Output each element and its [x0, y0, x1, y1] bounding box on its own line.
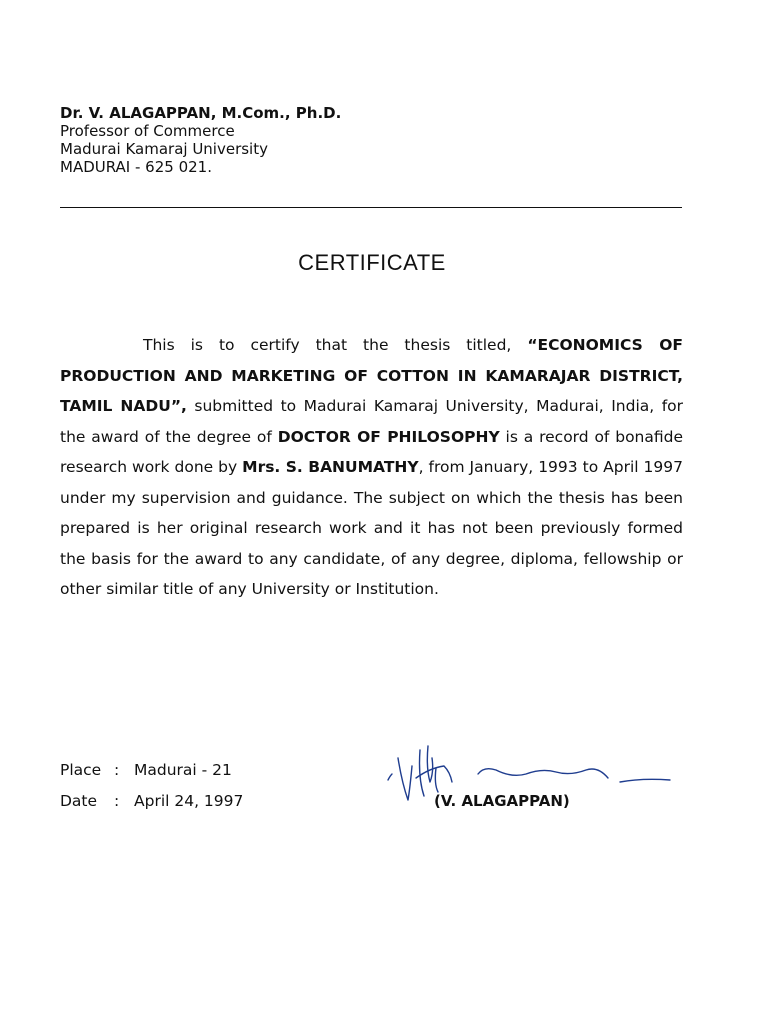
- place-row: [60, 761, 232, 779]
- degree-name: DOCTOR OF PHILOSOPHY: [277, 427, 500, 446]
- place-colon: :: [114, 761, 120, 779]
- date-colon: :: [114, 792, 120, 810]
- thesis-title: “ECONOMICS OF PRODUCTION AND MARKETING OF COTTON IN KAMARAJAR DISTRICT, TAMIL NADU”,: [60, 336, 683, 415]
- body-text-record: is a record of bonafide research work done by: [60, 427, 684, 476]
- author-name: Dr. V. ALAGAPPAN, M.Com., Ph.D.: [60, 104, 342, 122]
- place-value: Madurai - 21: [134, 761, 232, 779]
- certificate-body: [60, 330, 683, 605]
- author-position: Professor of Commerce: [60, 122, 235, 140]
- author-institution: Madurai Kamaraj University: [60, 140, 268, 158]
- document-title: CERTIFICATE: [298, 250, 446, 275]
- body-text-submission: submitted to Madurai Kamaraj University, Madurai, India, for the award of the degree of: [60, 397, 684, 446]
- date-value: April 24, 1997: [134, 792, 244, 810]
- date-row: [60, 792, 243, 810]
- signatory-name: (V. ALAGAPPAN): [434, 792, 570, 810]
- candidate-name: Mrs. S. BANUMATHY: [242, 458, 419, 476]
- letterhead: [60, 104, 341, 176]
- author-address: MADURAI - 625 021.: [60, 158, 212, 176]
- place-label: Place: [60, 761, 102, 779]
- date-label: Date: [60, 792, 98, 810]
- body-text-intro: This is to certify that the thesis titled,: [143, 336, 528, 354]
- body-text-details: , from January, 1993 to April 1997 under my supervision and guidance. The subject on which the thesis has been prepared is her original research work and it has not been previously formed the basis for the award to any candidate, of any degree, diploma, fellowship or other similar title of any University or Institution.: [60, 458, 683, 598]
- header-divider: [60, 207, 682, 208]
